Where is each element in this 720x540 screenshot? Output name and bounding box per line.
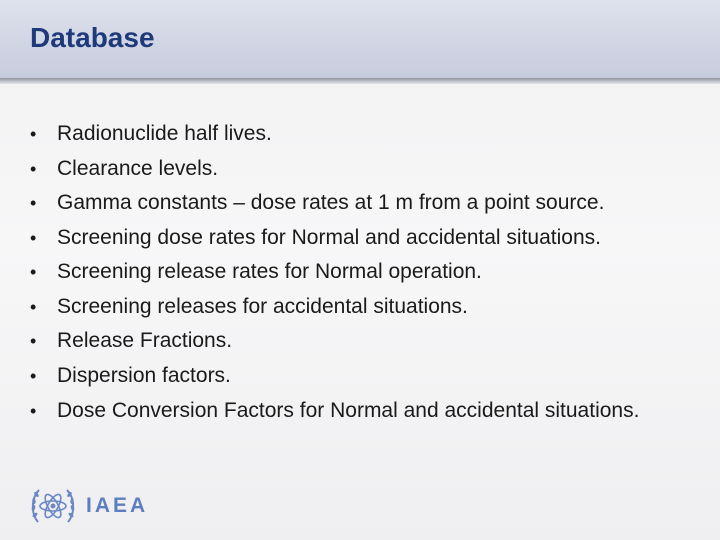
bullet-marker: •: [30, 296, 37, 317]
logo-text: IAEA: [86, 494, 149, 517]
bullet-item: [30, 259, 686, 286]
bullet-marker: •: [30, 158, 37, 179]
bullet-text: Gamma constants – dose rates at 1 m from a point source.: [57, 191, 605, 214]
bullet-item: [30, 397, 686, 425]
bullet-text: Screening releases for accidental situations.: [57, 294, 468, 318]
bullet-text: Dose Conversion Factors for Normal and accidental situations.: [57, 399, 640, 422]
slide-title: Database: [30, 22, 155, 53]
bullet-marker: •: [30, 124, 37, 144]
bullet-marker: •: [30, 365, 37, 386]
iaea-emblem-icon: [28, 482, 78, 530]
bullet-item: [30, 363, 686, 390]
bullet-list: [30, 121, 686, 433]
bullet-item: [30, 225, 686, 252]
bullet-marker: •: [30, 401, 37, 421]
bullet-marker: •: [30, 262, 37, 282]
bullet-text: Radionuclide half lives.: [57, 122, 272, 145]
iaea-logo: [28, 482, 148, 530]
bullet-text: Clearance levels.: [57, 156, 219, 180]
bullet-marker: •: [30, 227, 37, 248]
bullet-text: Release Fractions.: [57, 329, 233, 352]
bullet-item: [30, 328, 686, 355]
title-divider: [0, 78, 720, 84]
bullet-item: [30, 156, 686, 183]
bullet-text: Dispersion factors.: [57, 363, 231, 387]
bullet-text: Screening dose rates for Normal and accidental situations.: [57, 225, 601, 249]
bullet-marker: •: [30, 331, 37, 351]
bullet-item: [30, 294, 686, 321]
bullet-item: [30, 121, 686, 148]
bullet-marker: •: [30, 193, 37, 213]
bullet-text: Screening release rates for Normal operation.: [57, 260, 482, 283]
bullet-item: [30, 190, 686, 217]
